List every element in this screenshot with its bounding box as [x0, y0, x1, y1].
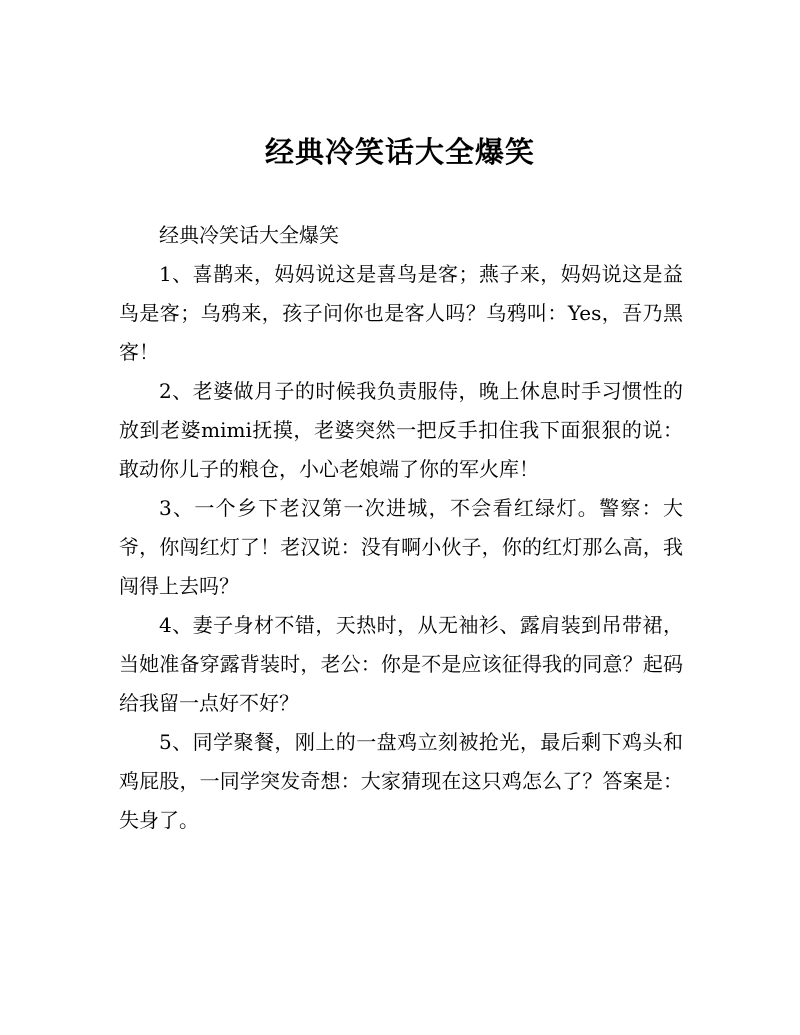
- joke-paragraph: 2、老婆做月子的时候我负责服侍，晚上休息时手习惯性的放到老婆mimi抚摸，老婆突然一把反手扣住我下面狠狠的说：敢动你儿子的粮仓，小心老娘端了你的军火库！: [119, 379, 683, 481]
- document-body: [119, 216, 683, 840]
- joke-paragraph: 4、妻子身材不错，天热时，从无袖衫、露肩装到吊带裙，当她准备穿露背装时，老公：你是不是应该征得我的同意？起码给我留一点好不好？: [119, 613, 683, 715]
- joke-paragraph: 5、同学聚餐，刚上的一盘鸡立刻被抢光，最后剩下鸡头和鸡屁股，一同学突发奇想：大家猜现在这只鸡怎么了？答案是：失身了。: [119, 730, 683, 832]
- joke-paragraph: 3、一个乡下老汉第一次进城，不会看红绿灯。警察：大爷，你闯红灯了！老汉说：没有啊小伙子，你的红灯那么高，我闯得上去吗？: [119, 496, 683, 598]
- joke-paragraph: 1、喜鹊来，妈妈说这是喜鸟是客；燕子来，妈妈说这是益鸟是客；乌鸦来，孩子问你也是客人吗？乌鸦叫：Yes，吾乃黑客！: [119, 262, 683, 364]
- document-subtitle: 经典冷笑话大全爆笑: [159, 223, 339, 247]
- page-title: 经典冷笑话大全爆笑: [264, 135, 535, 169]
